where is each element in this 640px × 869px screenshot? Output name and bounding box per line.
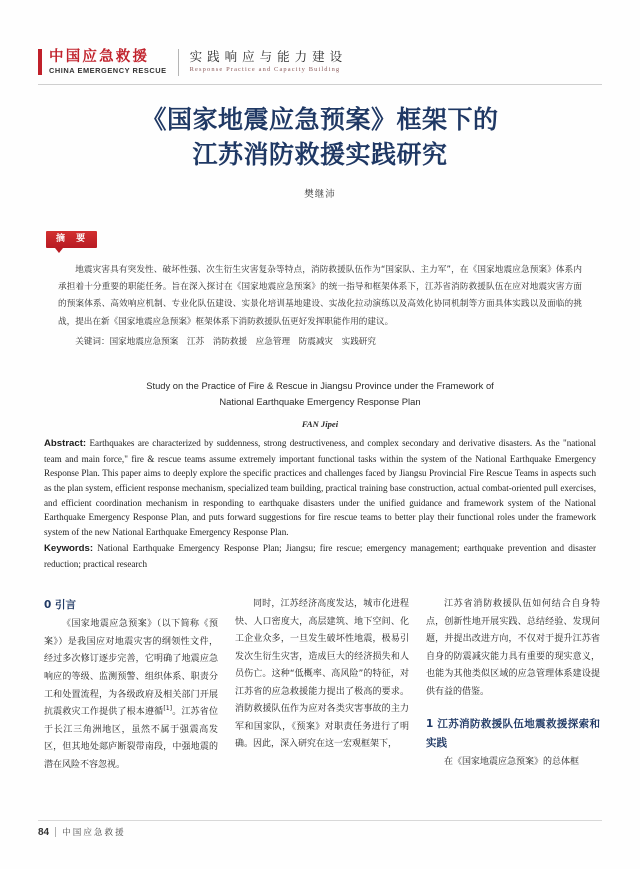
journal-brand-cn: 中国应急救援 [49, 48, 150, 65]
title-en-line-1: Study on the Practice of Fire & Rescue in Jiangsu Province under the Framework of [146, 380, 494, 391]
author-cn: 樊继沛 [304, 189, 336, 200]
footer-journal-name: 中国应急救援 [62, 828, 126, 838]
section-heading-1: 1 江苏消防救援队伍地震救援探索和实践 [426, 718, 600, 749]
body-paragraph: 江苏省消防救援队伍如何结合自身特点，创新性地开展实践、总结经验、发现问题，并提出改进方向，不仅对于提升江苏省自身的防震减灾能力具有重要的现实意义，也能为其他类似区域的应急管理体系建设提供有益的借鉴。 [426, 599, 600, 697]
abstract-cn [58, 262, 582, 331]
title-line-1: 《国家地震应急预案》框架下的 [141, 105, 499, 134]
title-block [50, 103, 590, 172]
journal-tagline [190, 49, 348, 74]
keywords-en-label: Keywords: [44, 543, 94, 554]
abstract-badge: 摘 要 [46, 231, 97, 248]
title-line-2: 江苏消防救援实践研究 [192, 139, 448, 169]
footer-divider [55, 827, 56, 837]
col1-text-b: 。江苏省位于长江三角洲地区，虽然不属于强震高发区，但其地处郯庐断裂带南段，中强地震的潜在风险不容忽视。 [44, 707, 218, 770]
body-paragraph: 在《国家地震应急预案》的总体框 [444, 757, 580, 768]
body-column-2 [235, 596, 409, 812]
keywords-cn-text: 国家地震应急预案 江苏 消防救援 应急管理 防震减灾 实践研究 [109, 337, 376, 347]
journal-tagline-en: Response Practice and Capacity Building [189, 66, 341, 74]
author-en: FAN Jipei [301, 419, 339, 429]
citation-marker: [1] [163, 705, 173, 713]
col1-text-a: 《国家地震应急预案》（以下简称《预案》）是我国应对地震灾害的纲领性文件，经过多次修订逐步完善，它明确了地震应急响应的等级、监测预警、组织体系、职责分工和处置流程，为各级政府及相关部门开展抗震救灾工作提供了根本遵循 [44, 619, 218, 718]
body-column-1 [44, 596, 218, 812]
abstract-en-paragraph [44, 436, 596, 540]
journal-tagline-cn: 实践响应与能力建设 [189, 49, 348, 65]
page-title [50, 103, 590, 172]
abstract-en-label: Abstract: [44, 438, 87, 449]
abstract-en-text: Earthquakes are characterized by suddenness, strong destructiveness, and complex secondary and derivative disasters. As the "national team and main force," fire & rescue teams assume extremely important functional tasks within the system of the National Earthquake Emergency Response Plan. This paper aims to deeply explore the specific practices and challenges faced by Jiangsu Provincial Fire Rescue Teams in aspects such as the plan system, efficient response mechanism, specialized team building, practical training base construction, actual combat-oriented pull exercises, and efficient coordination mechanism in responding to earthquake disasters under the unified guidance and framework system of the National Earthquake Emergency Response Plan, and puts forward suggestions for fire rescue teams to better play their functional roles under the framework system of the new National Earthquake Emergency Response Plan. [44, 438, 596, 538]
footer-rule [38, 820, 602, 821]
abstract-badge-wrap [46, 228, 97, 248]
body-paragraph [44, 616, 218, 774]
abstract-en [44, 436, 596, 540]
body-columns [44, 596, 600, 812]
title-en-line-2: National Earthquake Emergency Response Plan [219, 396, 421, 408]
title-en [70, 378, 570, 411]
page-number: 84 [38, 826, 50, 838]
header-rule [38, 84, 602, 85]
keywords-en [44, 541, 596, 571]
header-divider [178, 49, 179, 76]
page-footer [38, 826, 602, 838]
abstract-cn-text: 地震灾害具有突发性、破坏性强、次生衍生灾害复杂等特点，消防救援队伍作为“国家队、主力军”，在《国家地震应急预案》体系内承担着十分重要的职能任务。旨在深入探讨在《国家地震应急预案》的统一指导和框架体系下，江苏省消防救援队伍在应对地震灾害方面的预案体系、高效响应机制、专业化队伍建设、实景化培训基地建设、实战化拉动演练以及高效化协同机制等方面具体实践以及面临的挑战，提出在新《国家地震应急预案》框架体系下消防救援队伍更好发挥职能作用的建议。 [58, 265, 582, 327]
body-column-3 [426, 596, 600, 812]
running-header [38, 44, 602, 80]
section-heading-0: 0 引言 [44, 599, 76, 611]
keywords-en-text: National Earthquake Emergency Response Plan; Jiangsu; fire rescue; emergency management; earthquake prevention and disaster reduction; practical research [44, 543, 597, 569]
journal-brand [49, 49, 167, 76]
header-accent-bar [38, 49, 42, 75]
keywords-cn [58, 334, 582, 350]
keywords-cn-label: 关键词： [75, 337, 110, 347]
journal-brand-en: CHINA EMERGENCY RESCUE [49, 66, 167, 76]
body-paragraph: 同时，江苏经济高度发达，城市化进程快、人口密度大，高层建筑、地下空间、化工企业众多，一旦发生破坏性地震，极易引发次生衍生灾害，造成巨大的经济损失和人员伤亡。这种“低概率、高风险”的特征，对江苏省的应急救援能力提出了极高的要求。消防救援队伍作为应对各类灾害事故的主力军和国家队，《预案》对职责任务进行了明确。因此，深入研究在这一宏观框架下， [235, 599, 409, 750]
